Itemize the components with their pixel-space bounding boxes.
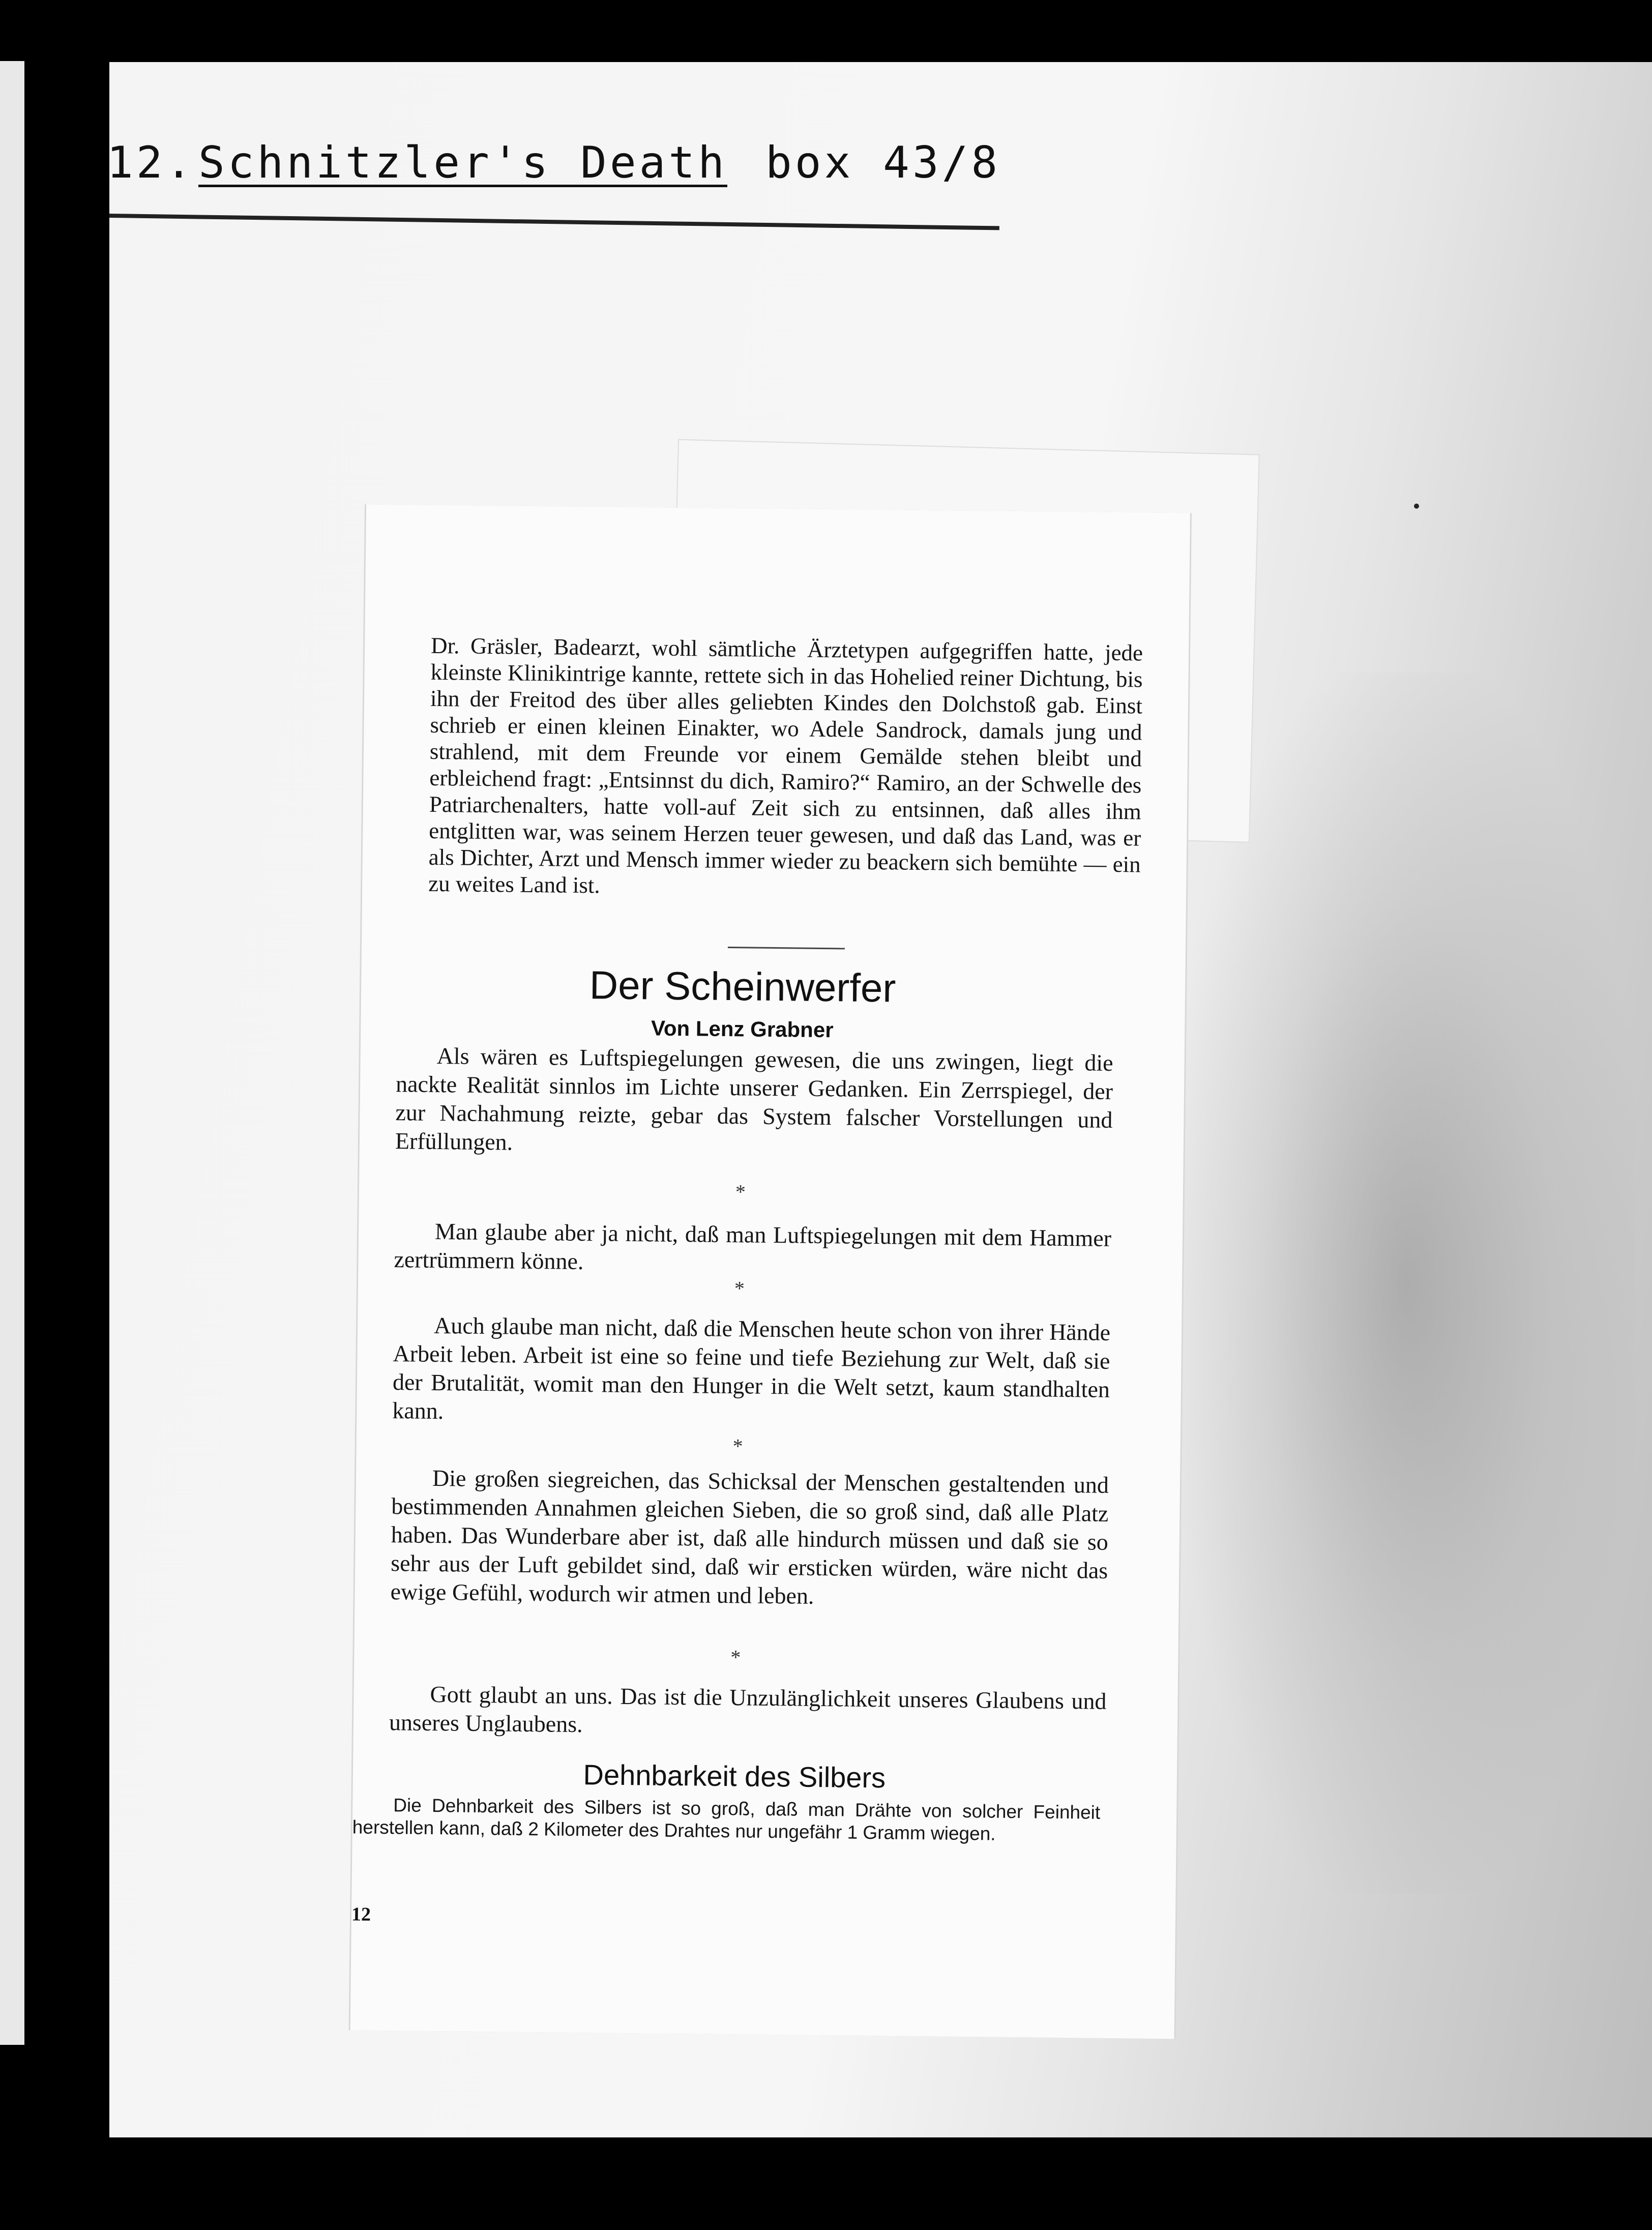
article-paragraph: Gott glaubt an uns. Das ist die Unzulänglichkeit unseres Glaubens und unseres Unglaubens. xyxy=(389,1681,1107,1738)
page-number: 12 xyxy=(351,1903,371,1925)
folder-number: 12. xyxy=(107,137,195,188)
asterisk-separator: * xyxy=(734,1277,745,1300)
note-text: Die Dehnbarkeit des Silbers ist so groß, daß man Drähte von solcher Feinheit herstellen kann, daß 2 Kilometer des Drahtes nur ungefähr 1 Gramm wiegen. xyxy=(352,1795,1101,1844)
box-number: box 43/8 xyxy=(765,137,1001,188)
article-paragraph: Als wären es Luftspiegelungen gewesen, die uns zwingen, liegt die nackte Realität sinnlos im Lichte unserer Gedanken. Ein Zerrspiegel, der zur Nachahmung reizte, gebar das System falscher Vorstellungen und Erfüllungen. xyxy=(395,1043,1113,1155)
adjacent-sheet-edge xyxy=(0,61,24,2045)
asterisk-separator: * xyxy=(732,1434,743,1458)
article-paragraph: Auch glaube man nicht, daß die Menschen heute schon von ihrer Hände Arbeit leben. Arbeit ist eine so feine und tiefe Beziehung zur Welt, daß sie der Brutalität, womit man den Hunger in die Welt setzt, kaum standhalten kann. xyxy=(392,1312,1111,1424)
article-paragraph: Die großen siegreichen, das Schicksal der Menschen gestaltenden und bestimmenden Annahmen gleichen Sieben, die so groß sind, daß alle Platz haben. Das Wunderbare aber ist, daß alle hindurch müssen und daß sie so sehr aus der Luft gebildet sind, daß wir ersticken würden, wäre nicht das ewige Gefühl, wodurch wir atmen und leben. xyxy=(390,1464,1109,1609)
article-title: Der Scheinwerfer xyxy=(589,962,896,1011)
asterisk-separator: * xyxy=(735,1180,746,1204)
newspaper-clipping xyxy=(350,505,1190,2039)
section-divider xyxy=(728,947,845,949)
folder-title: Schnitzler's Death xyxy=(198,137,727,188)
intro-paragraph: Dr. Gräsler, Badearzt, wohl sämtliche Ärztetypen aufgegriffen hatte, jede kleinste Klinikintrige kannte, rettete sich in das Hohelied reiner Dichtung, bis ihn der Freitod des über alles geliebten Kindes den Dolchstoß gab. Einst schrieb er einen kleinen Einakter, wo Adele Sandrock, damals jung und strahlend, mit dem Freunde vor einem Gemälde stehen bleibt und erbleichend fragt: „Entsinnst du dich, Ramiro?“ Ramiro, an der Schwelle des Patriarchenalters, hatte voll-auf Zeit sich zu entsinnen, daß alles ihm entglitten war, was seinem Herzen teuer gewesen, und daß das Land, was er als Dichter, Arzt und Mensch immer wieder zu beackern sich bemühte — ein zu weites Land ist. xyxy=(428,632,1143,898)
asterisk-separator: * xyxy=(730,1646,741,1669)
dust-speck xyxy=(1414,504,1419,509)
article-byline: Von Lenz Grabner xyxy=(651,1016,834,1042)
note-title: Dehnbarkeit des Silbers xyxy=(583,1758,886,1794)
article-paragraph: Man glaube aber ja nicht, daß man Luftspiegelungen mit dem Hammer zertrümmern könne. xyxy=(394,1218,1112,1275)
